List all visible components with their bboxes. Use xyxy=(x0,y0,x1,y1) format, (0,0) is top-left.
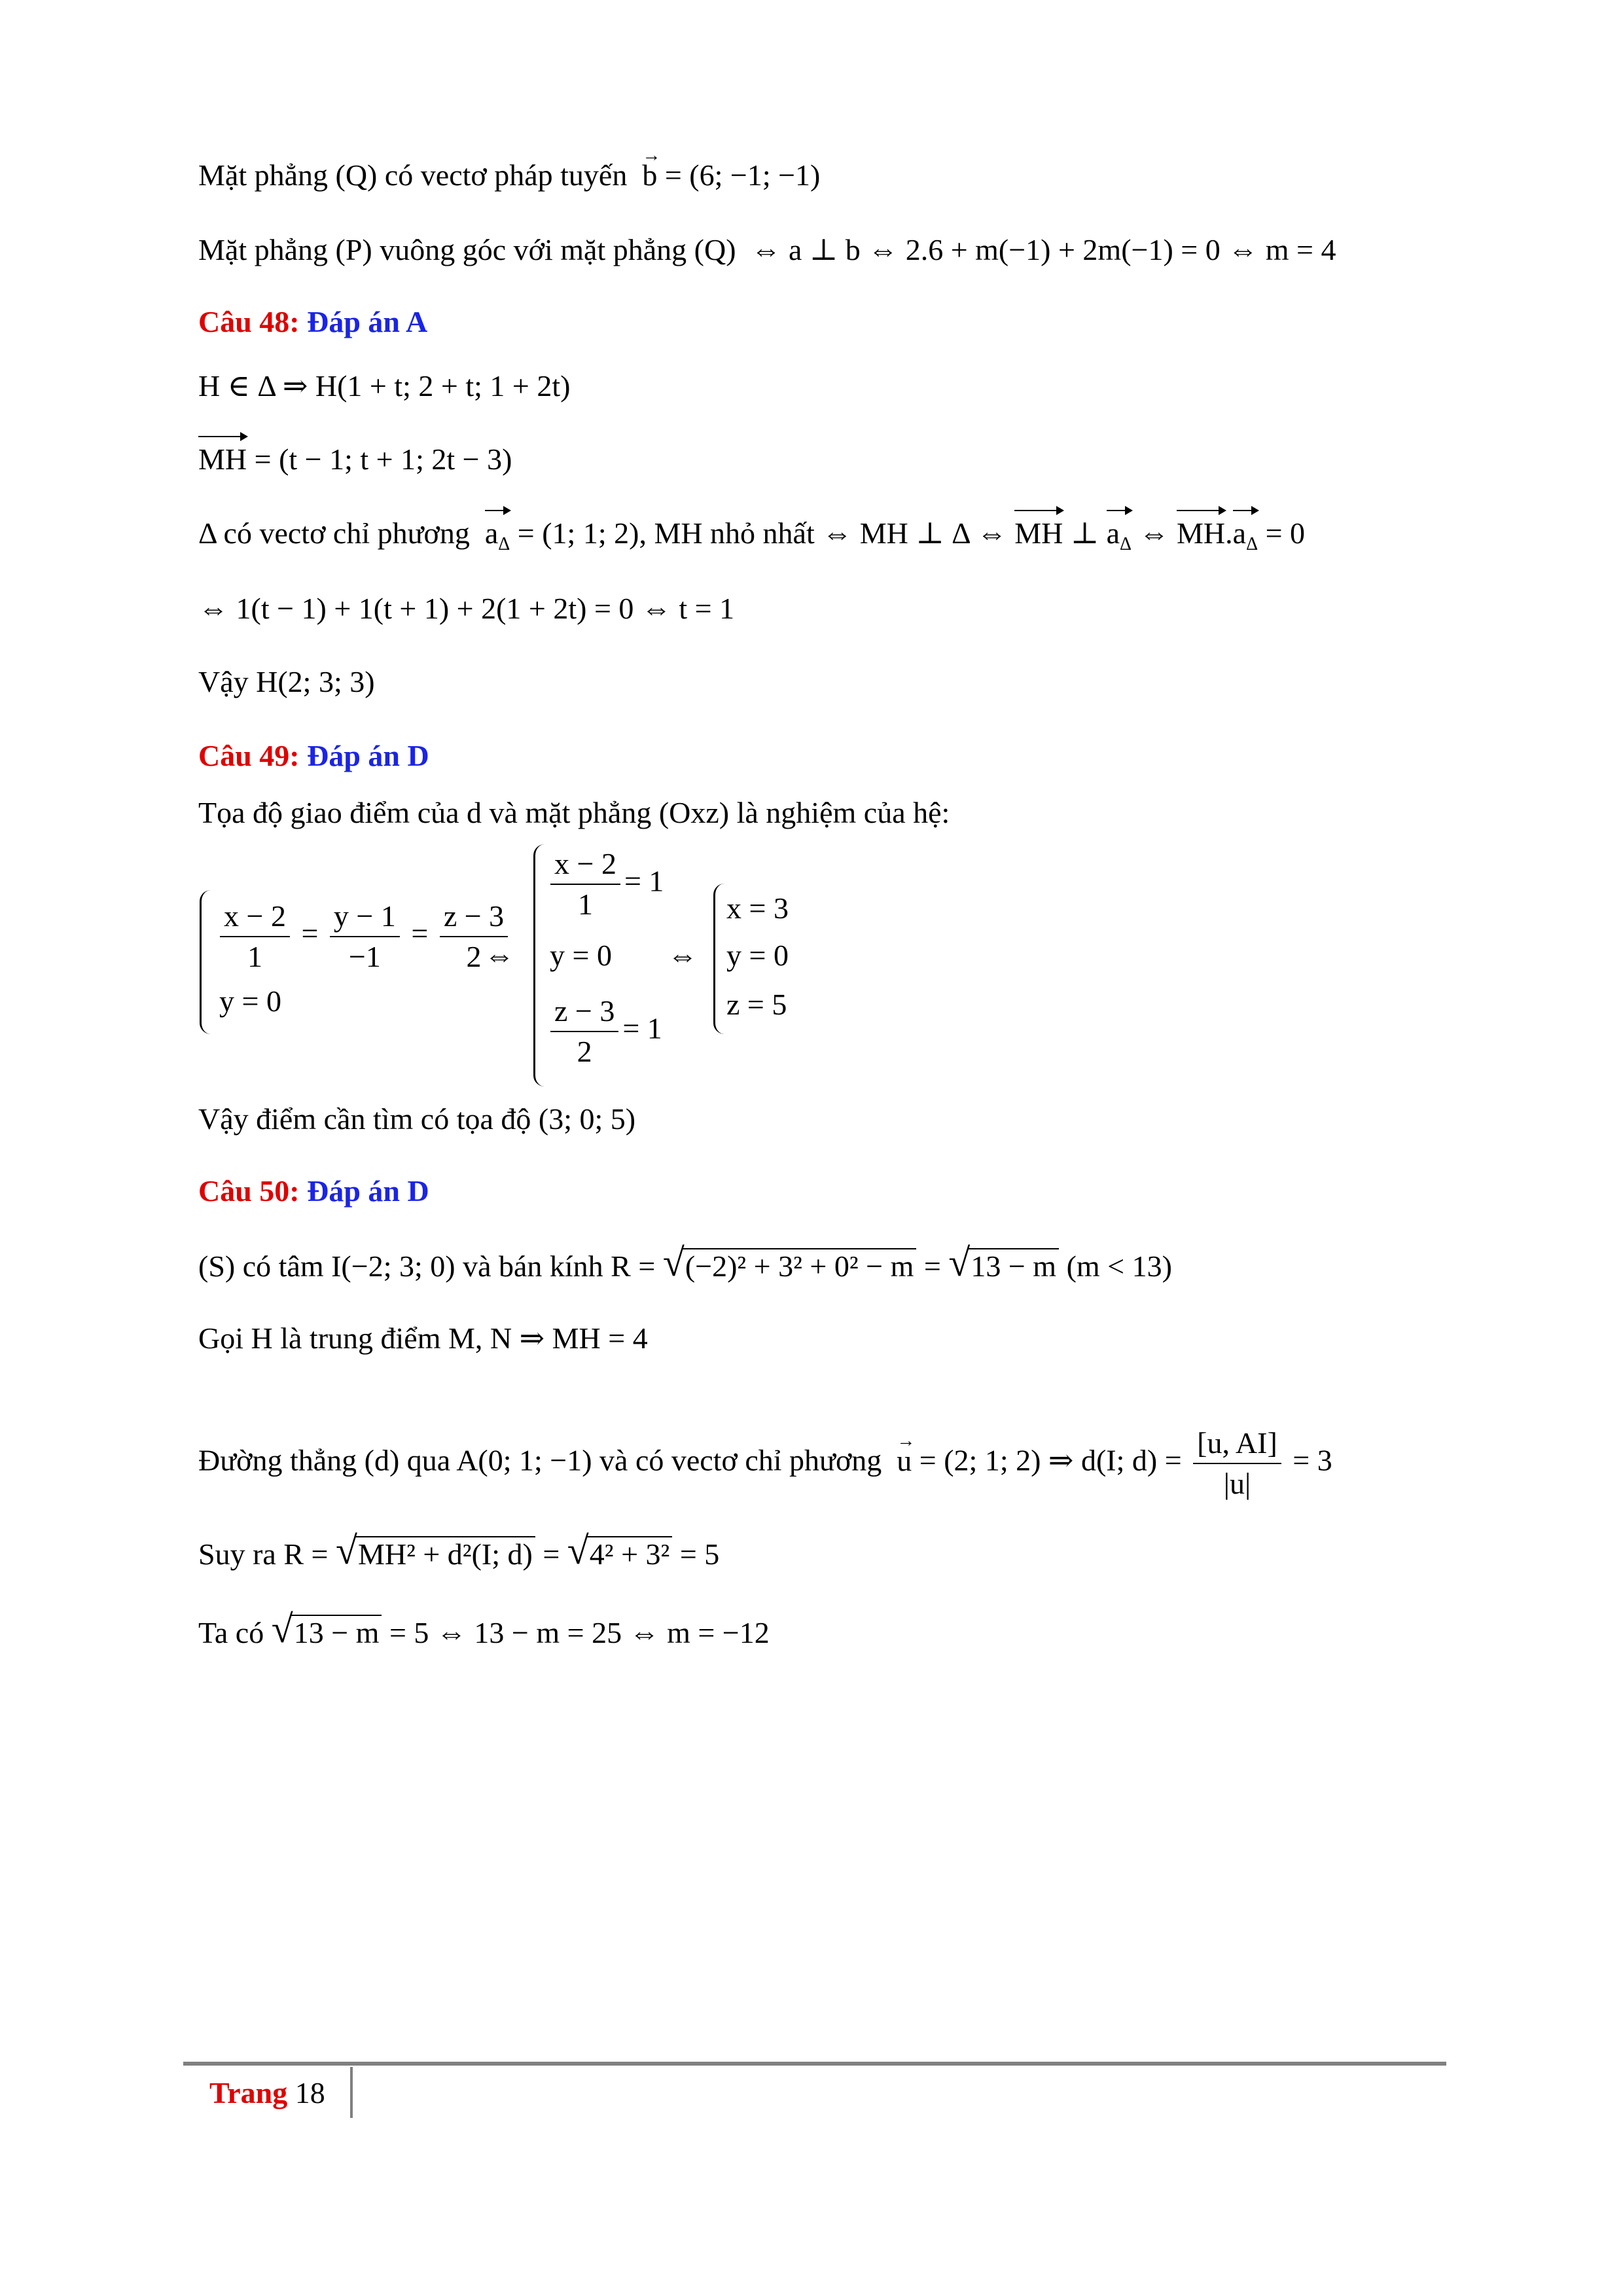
question-50-heading: Câu 50: Đáp án D xyxy=(198,1174,429,1208)
result-point-line: Vậy điểm cần tìm có tọa độ (3; 0; 5) xyxy=(198,1102,636,1136)
document-page: Mặt phẳng (Q) có vectơ pháp tuyến → b = (6; −1; −1) Mặt phẳng (P) vuông góc với mặt phẳng (Q) ⇔ a ⊥ b ⇔ 2.6 + m(−1) + 2m(−1) = 0 ⇔ m = 4 Câu 48: Đáp án A H ∈ Δ ⇒ H(1 + t; 2 + t; 1 + 2t) MH = (t − 1; t + 1; 2t − 3) Δ có vectơ chỉ phương $a_\Delta = (1$; 1; 2), MH nhỏ nhất ⇔ MH ⊥ Δ ⇔ MH ⊥ $a_\Delta$ ⇔ MH. $a_\Delta = 0$ ⇔ 1(t − 1) + 1(t + 1) + 2(1 + 2t) = 0 ⇔ t = 1 Vậy H(2; 3; 3) Câu 49: Đáp án D Tọa độ giao điểm của d và mặt phẳng (Oxz) là nghiệm của hệ: $\frac{x - 2}{1}$ = $\frac{y - 1}{-1}$ = $\frac{z - 3}{2}$ y = 0 ⇔ $\frac{x - 2}{1}$ = 1 y = 0 $\frac{z - 3}{2}$ = 1 ⇔ x = 3 y = 0 z = 5 Vậy điểm cần tìm có tọa độ (3; 0; 5) Câu 50: Đáp án D (S) có tâm I(−2; 3; 0) và bán kính R = √ (−2)² + 3² + 0² − m = √ 13 − m (m < 13) Gọi H là trung điểm M, N ⇒ MH = 4 Đường thẳng (d) qua A(0; 1; −1) và có vectơ chỉ phương → u = (2; 1; 2) ⇒ d(I; d) = $\frac{[u, AI]}{|u|}$ = 3 Suy ra R = √ MH² + d²(I; d) = √ 4² + 3² = 5 Ta có √ 13 − m = 5 ⇔ 13 − m = 25 ⇔ m = −12 Trang 18 xyxy=(0,0,1623,2296)
line-d-line: Đường thẳng (d) qua A(0; 1; −1) và có vectơ chỉ phương → u = (2; 1; 2) ⇒ d(I; d) = $\frac{[u, AI]}{|u|}$ = 3 xyxy=(198,1424,1332,1503)
question-48-heading: Câu 48: Đáp án A xyxy=(198,305,428,338)
equation-t-line: ⇔ 1(t − 1) + 1(t + 1) + 2(1 + 2t) = 0 ⇔ t = 1 xyxy=(198,592,735,625)
midpoint-line: Gọi H là trung điểm M, N ⇒ MH = 4 xyxy=(198,1321,648,1355)
delta-direction-line: Δ có vectơ chỉ phương $a_\Delta = (1$; 1; 2), MH nhỏ nhất ⇔ MH ⊥ Δ ⇔ MH ⊥ $a_\Delta$ ⇔ MH. $a_\Delta = 0$ xyxy=(198,514,1305,564)
footer-divider xyxy=(350,2067,353,2118)
sphere-center-line: (S) có tâm I(−2; 3; 0) và bán kính R = √ (−2)² + 3² + 0² − m = √ 13 − m (m < 13) xyxy=(198,1247,1172,1286)
q-plane-line xyxy=(198,145,821,195)
intersection-text-line: Tọa độ giao điểm của d và mặt phẳng (Oxz) là nghiệm của hệ: xyxy=(198,796,950,829)
radius-line: Suy ra R = √ MH² + d²(I; d) = √ 4² + 3² = 5 xyxy=(198,1535,719,1574)
vector-mh: MH xyxy=(198,440,247,479)
vector-a-delta: $a_\Delta$ xyxy=(485,514,510,564)
mh-vector-line: MH = (t − 1; t + 1; 2t − 3) xyxy=(198,440,512,479)
h-in-delta-line: H ∈ Δ ⇒ H(1 + t; 2 + t; 1 + 2t) xyxy=(198,369,571,403)
result-h-line: Vậy H(2; 3; 3) xyxy=(198,665,375,698)
page-footer: Trang 18 xyxy=(209,2076,325,2109)
p-perp-text: Mặt phẳng (P) vuông góc với mặt phẳng (Q) xyxy=(198,233,736,266)
final-line: Ta có √ 13 − m = 5 ⇔ 13 − m = 25 ⇔ m = −12 xyxy=(198,1613,770,1653)
q-plane-text: Mặt phẳng (Q) có vectơ pháp tuyến xyxy=(198,158,628,192)
q-vec-value: = (6; −1; −1) xyxy=(657,158,821,192)
question-49-heading: Câu 49: Đáp án D xyxy=(198,739,429,772)
p-perp-line xyxy=(198,230,1336,270)
p-perp-math: ⇔ a ⊥ b ⇔ 2.6 + m(−1) + 2m(−1) = 0 ⇔ m = 4 xyxy=(751,233,1336,266)
footer-rule xyxy=(183,2062,1446,2066)
vector-b: → b xyxy=(642,145,661,192)
